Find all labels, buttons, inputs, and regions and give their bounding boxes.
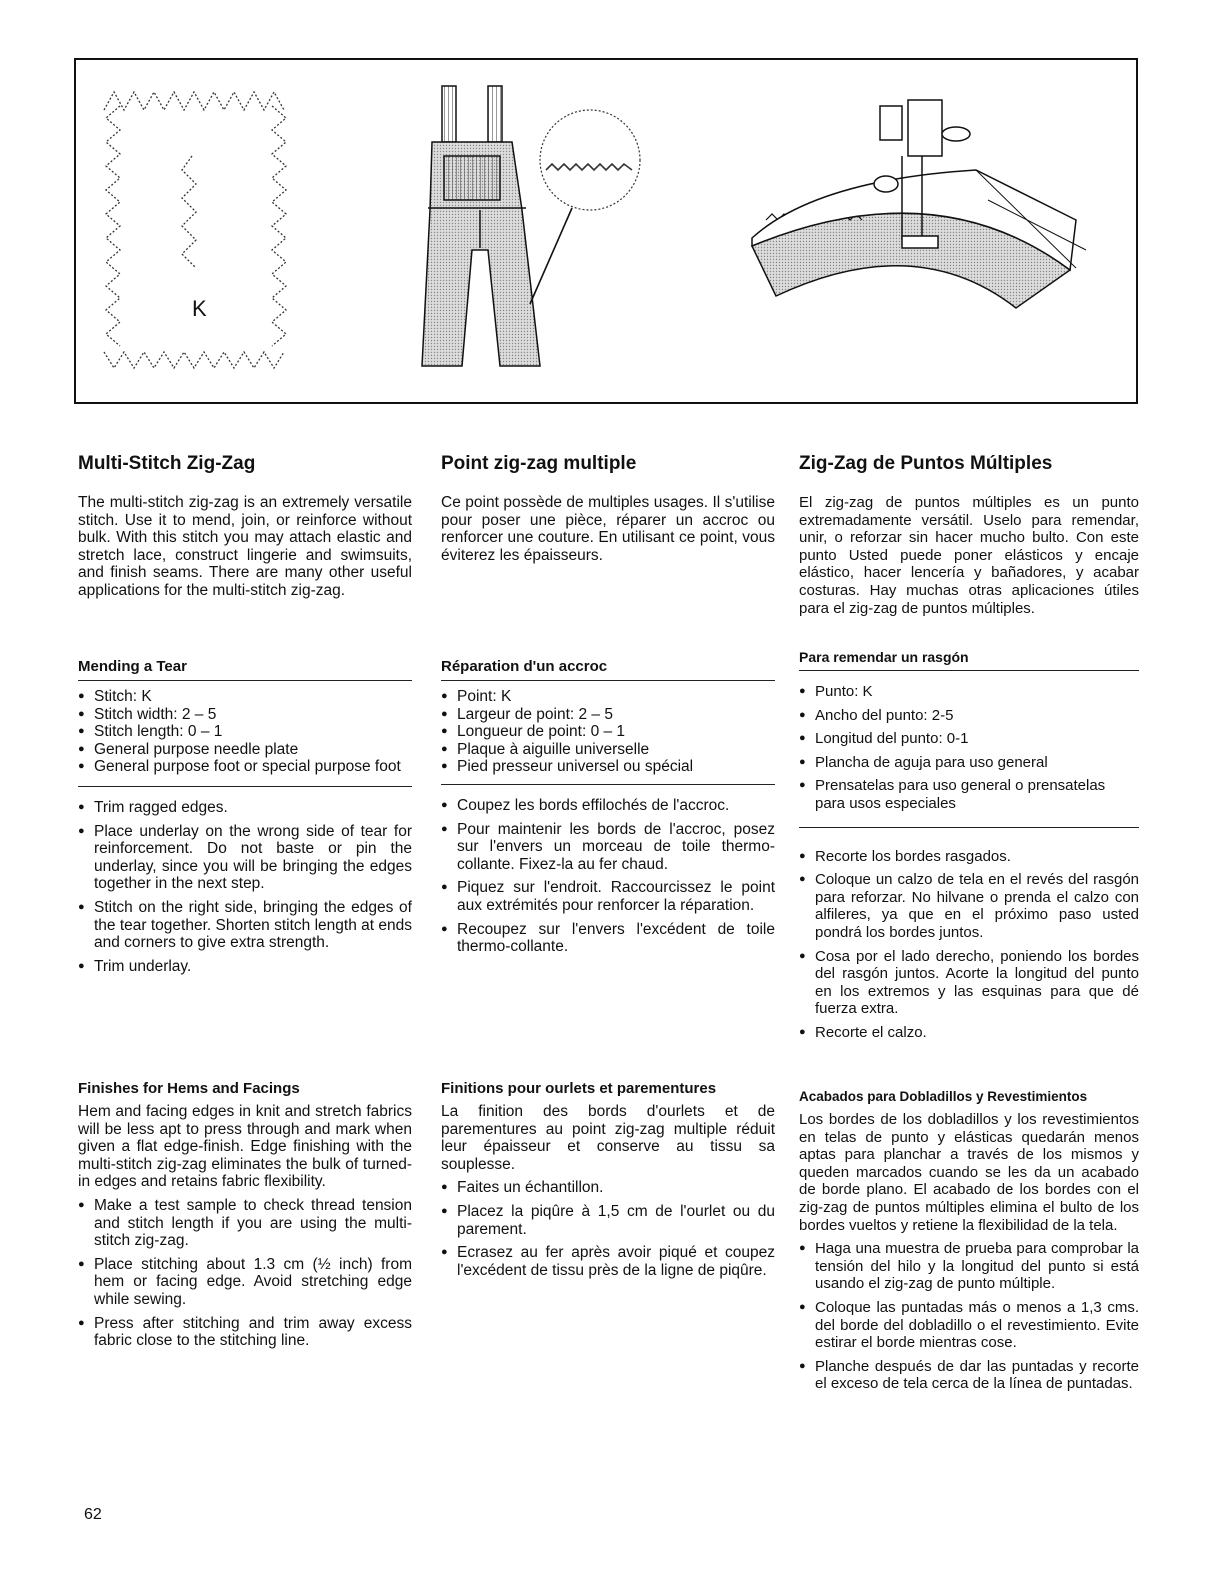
finishes-intro: Hem and facing edges in knit and stretch fabrics will be less apt to press through and mark when given a flat edge-finish. Edge finishing with the multi-stitch zig-zag eliminates the bulk of turned-in edges and retains fabric flexibility. [78,1103,412,1191]
step-item: ● Press after stitching and trim away excess fabric close to the stitching line. [78,1315,412,1350]
illustration-panel [74,58,1138,404]
spec-item: ● Stitch length: 0 – 1 [78,723,412,741]
spec-item: ● Plancha de aguja para uso general [799,754,1139,772]
spec-item: ● Pied presseur universel ou spécial [441,758,775,776]
mending-steps-list [441,797,775,956]
page-number: 62 [84,1506,102,1523]
spec-item: ● Punto: K [799,683,1139,701]
intro-paragraph: El zig-zag de puntos múltiples es un punto extremadamente versátil. Uselo para remendar, unir, o reforzar sin hacer mucho bulto. Con este punto Usted puede poner elásticos y encaje elástico, hacer lencería y bañadores, y acabar costuras. Hay muchas otras aplicaciones útiles para el zig-zag de puntos múltiples. [799,494,1139,617]
finishes-intro: La finition des bords d'ourlets et de parementures au point zig-zag multiple réduit leur épaisseur et conserve au tissu sa souplesse. [441,1103,775,1173]
mending-section [441,658,775,962]
intro-paragraph: The multi-stitch zig-zag is an extremely versatile stitch. Use it to mend, join, or reinforce without bulk. With this stitch you may attach elastic and stretch lace, construct lingerie and swimsuits, and finish seams. There are many other useful applications for the multi-stitch zig-zag. [78,494,412,599]
finishes-steps-list [78,1197,412,1350]
step-item: ● Haga una muestra de prueba para comprobar la tensión del hilo y la longitud del punto si está usando el zig-zag de punto múltiple. [799,1240,1139,1293]
divider [78,786,412,787]
spec-item: ● Prensatelas para uso general o prensatelas para usos especiales [799,777,1139,812]
mending-section [799,648,1139,1048]
step-item: ● Stitch on the right side, bringing the edges of the tear together. Shorten stitch length at ends and corners to give extra strength. [78,899,412,952]
illustration-art [76,60,1136,402]
spec-item: ● Point: K [441,688,775,706]
spec-item: ● Stitch width: 2 – 5 [78,706,412,724]
divider [441,784,775,785]
mending-heading: Réparation d'un accroc [441,658,608,675]
mending-section [78,658,412,981]
column-spanish [799,452,1139,1393]
step-item: ● Recorte el calzo. [799,1024,1139,1042]
spec-item: ● Largeur de point: 2 – 5 [441,706,775,724]
step-item: ● Placez la piqûre à 1,5 cm de l'ourlet ou du parement. [441,1203,775,1238]
finishes-heading: Finishes for Hems and Facings [78,1080,300,1097]
finishes-section [441,1080,775,1285]
mending-specs-list [799,683,1139,813]
step-item: ● Place underlay on the wrong side of tear for reinforcement. Do not baste or pin the underlay, since you will be bringing the edges together in the next step. [78,823,412,893]
finishes-steps-list [799,1240,1139,1393]
step-item: ● Planche después de dar las puntadas y recorte el exceso de tela cerca de la línea de puntadas. [799,1358,1139,1393]
finishes-intro: Los bordes de los dobladillos y los revestimientos en telas de punto y elásticas quedarán menos aptas para planchar a través de los mismos y queden marcados cuando se les da un acabado de borde plano. El acabado de los bordes con el zig-zag de puntos múltiples elimina el bulto de los bordes vueltos y retiene la flexibilidad de la tela. [799,1111,1139,1234]
mending-heading: Para remendar un rasgón [799,649,969,665]
column-english [78,452,412,1350]
mending-steps-list [799,848,1139,1042]
column-french [441,452,775,1279]
finishes-steps-list [441,1179,775,1279]
step-item: ● Pour maintenir les bords de l'accroc, posez sur l'envers un morceau de toile thermo-collante. Fixez-la au fer chaud. [441,821,775,874]
finishes-heading: Finitions pour ourlets et parementures [441,1080,717,1097]
step-item: ● Trim underlay. [78,958,412,976]
overalls-illustration [422,86,540,366]
spec-item: ● Longueur de point: 0 – 1 [441,723,775,741]
finishes-section [78,1080,412,1356]
mending-specs-list [78,688,412,776]
spec-item: ● Ancho del punto: 2-5 [799,707,1139,725]
step-item: ● Ecrasez au fer après avoir piqué et coupez l'excédent de tissu près de la ligne de piqûre. [441,1244,775,1279]
spec-item: ● General purpose needle plate [78,741,412,759]
spec-item: ● General purpose foot or special purpose foot [78,758,412,776]
stitch-sample-icon [104,92,286,368]
divider [799,827,1139,828]
mending-steps-list [78,799,412,975]
step-item: ● Cosa por el lado derecho, poniendo los bordes del rasgón juntos. Acorte la longitud del punto en los extremos y las esquinas para que dé fuerza extra. [799,948,1139,1018]
section-title: Point zig-zag multiple [441,453,637,474]
step-item: ● Piquez sur l'endroit. Raccourcissez le point aux extrémités pour renforcer la réparation. [441,879,775,914]
step-item: ● Faites un échantillon. [441,1179,775,1197]
spec-item: ● Longitud del punto: 0-1 [799,730,1139,748]
step-item: ● Make a test sample to check thread tension and stitch length if you are using the multi-stitch zig-zag. [78,1197,412,1250]
step-item: ● Recoupez sur l'envers l'excédent de toile thermo-collante. [441,921,775,956]
step-item: ● Place stitching about 1.3 cm (½ inch) from hem or facing edge. Avoid stretching edge while sewing. [78,1256,412,1309]
mending-specs-list [441,688,775,776]
finishes-heading: Acabados para Dobladillos y Revestimientos [799,1089,1088,1104]
magnifier-callout [530,110,640,304]
step-item: ● Recorte los bordes rasgados. [799,848,1139,866]
divider [799,670,1139,671]
step-item: ● Trim ragged edges. [78,799,412,817]
stitch-symbol-label: K [192,296,207,321]
step-item: ● Coloque las puntadas más o menos a 1,3 cms. del borde del dobladillo o el revestimiento. Evite estirar el borde mientras cose. [799,1299,1139,1352]
finishes-section [799,1088,1139,1399]
intro-paragraph: Ce point possède de multiples usages. Il s'utilise pour poser une pièce, réparer un accroc ou renforcer une couture. En utilisant ce point, vous éviterez les épaisseurs. [441,494,775,564]
spec-item: ● Stitch: K [78,688,412,706]
spec-item: ● Plaque à aiguille universelle [441,741,775,759]
sewing-machine-illustration [752,100,1086,308]
step-item: ● Coloque un calzo de tela en el revés del rasgón para reforzar. No hilvane o prenda el calzo con alfileres, ya que en el próximo paso usted pondrá los bordes juntos. [799,871,1139,941]
section-title: Zig-Zag de Puntos Múltiples [799,453,1053,474]
divider [78,680,412,681]
step-item: ● Coupez les bords effilochés de l'accroc. [441,797,775,815]
mending-heading: Mending a Tear [78,658,187,675]
section-title: Multi-Stitch Zig-Zag [78,453,256,474]
divider [441,680,775,681]
